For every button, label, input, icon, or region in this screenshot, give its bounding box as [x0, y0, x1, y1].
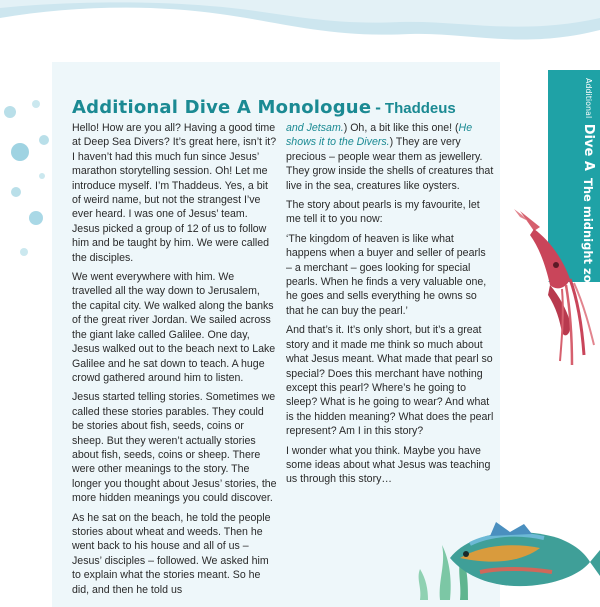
page-heading	[72, 84, 456, 121]
wrasse-fish-illustration	[440, 512, 600, 600]
heading-speaker: Thaddeus	[384, 100, 456, 117]
paragraph: And that’s it. It’s only short, but it’s a great story and it made me think so much about what Jesus meant. What made that pearl so special? Does this merchant have nothing except this pearl? Where’s he going to sleep? What is he going to wear? And what is the hidden meaning? What does the pearl represent? Am I in this story?	[286, 324, 494, 438]
paragraph: Jesus started telling stories. Sometimes we called these stories parables. They could be stories about fish, seeds, coins or sheep. But they weren’t actually stories about fish, seeds, coins or sheep. There were other meanings to the story. The longer you thought about Jesus’ stories, the more hidden meanings you could discover.	[72, 391, 277, 505]
heading-title: Additional Dive A Monologue	[72, 97, 372, 118]
paragraph: Hello! How are you all? Having a good time at Deep Sea Divers? It’s great here, isn’t it? I haven’t had this much fun since Jesus’ marathon storytelling session. Oh! Let me introduce myself. I’m Thaddeus. Yes, a bit of weird name, but not the strangest I’ve ever heard. I was one of Jesus’ team. Jesus picked a group of 12 of us to follow him and be taught by him. We were called the disciples.	[72, 122, 277, 264]
paragraph-text: ) They are very precious – people wear them as jewellery. They grow inside the shells of creatures that live in the sea, creatures like oysters.	[286, 136, 494, 192]
squid-illustration	[500, 205, 600, 375]
paragraph: As he sat on the beach, he told the people stories about wheat and weeds. Then he went back to his house and all of us – Jesus’ disciples – followed. We asked him to explain what the stories meant. So he did, and then he told us	[72, 511, 271, 596]
ribbon-subtitle: The midnight zone	[581, 178, 595, 300]
paragraph	[286, 121, 494, 193]
stage-direction: and Jetsam.	[286, 122, 344, 134]
paragraph: ‘The kingdom of heaven is like what happens when a buyer and seller of pearls – a merchant – goes looking for special pearls. When he finds a very valuable one, he goes and sells everything he owns so that he can buy the pearl.’	[286, 232, 487, 317]
paragraph: I wonder what you think. Maybe you have some ideas about what Jesus was teaching us through this story…	[286, 444, 491, 486]
paragraph-text: ) Oh, a bit like this one! (	[343, 122, 459, 134]
top-wave-decoration	[0, 0, 600, 60]
text-column-right	[286, 121, 494, 492]
stage-direction: He shows it to the Divers.	[286, 122, 473, 149]
ribbon-small-text: Additional	[584, 78, 593, 119]
text-column-left	[72, 121, 277, 602]
bubbles-decoration	[0, 90, 52, 290]
paragraph: We went everywhere with him. We travelled all the way down to Jerusalem, the capital city. We walked along the banks of the great river Jordan. We sailed across the giant lake called Galilee. One day, Jesus walked out to the beach next to Lake Galilee and he sat down to teach. A huge crowd gathered around him to listen.	[72, 271, 276, 384]
ribbon-big-text: Dive A	[581, 123, 596, 171]
paragraph: The story about pearls is my favourite, let me tell it to you now:	[286, 199, 480, 226]
heading-separator: -	[375, 98, 381, 117]
